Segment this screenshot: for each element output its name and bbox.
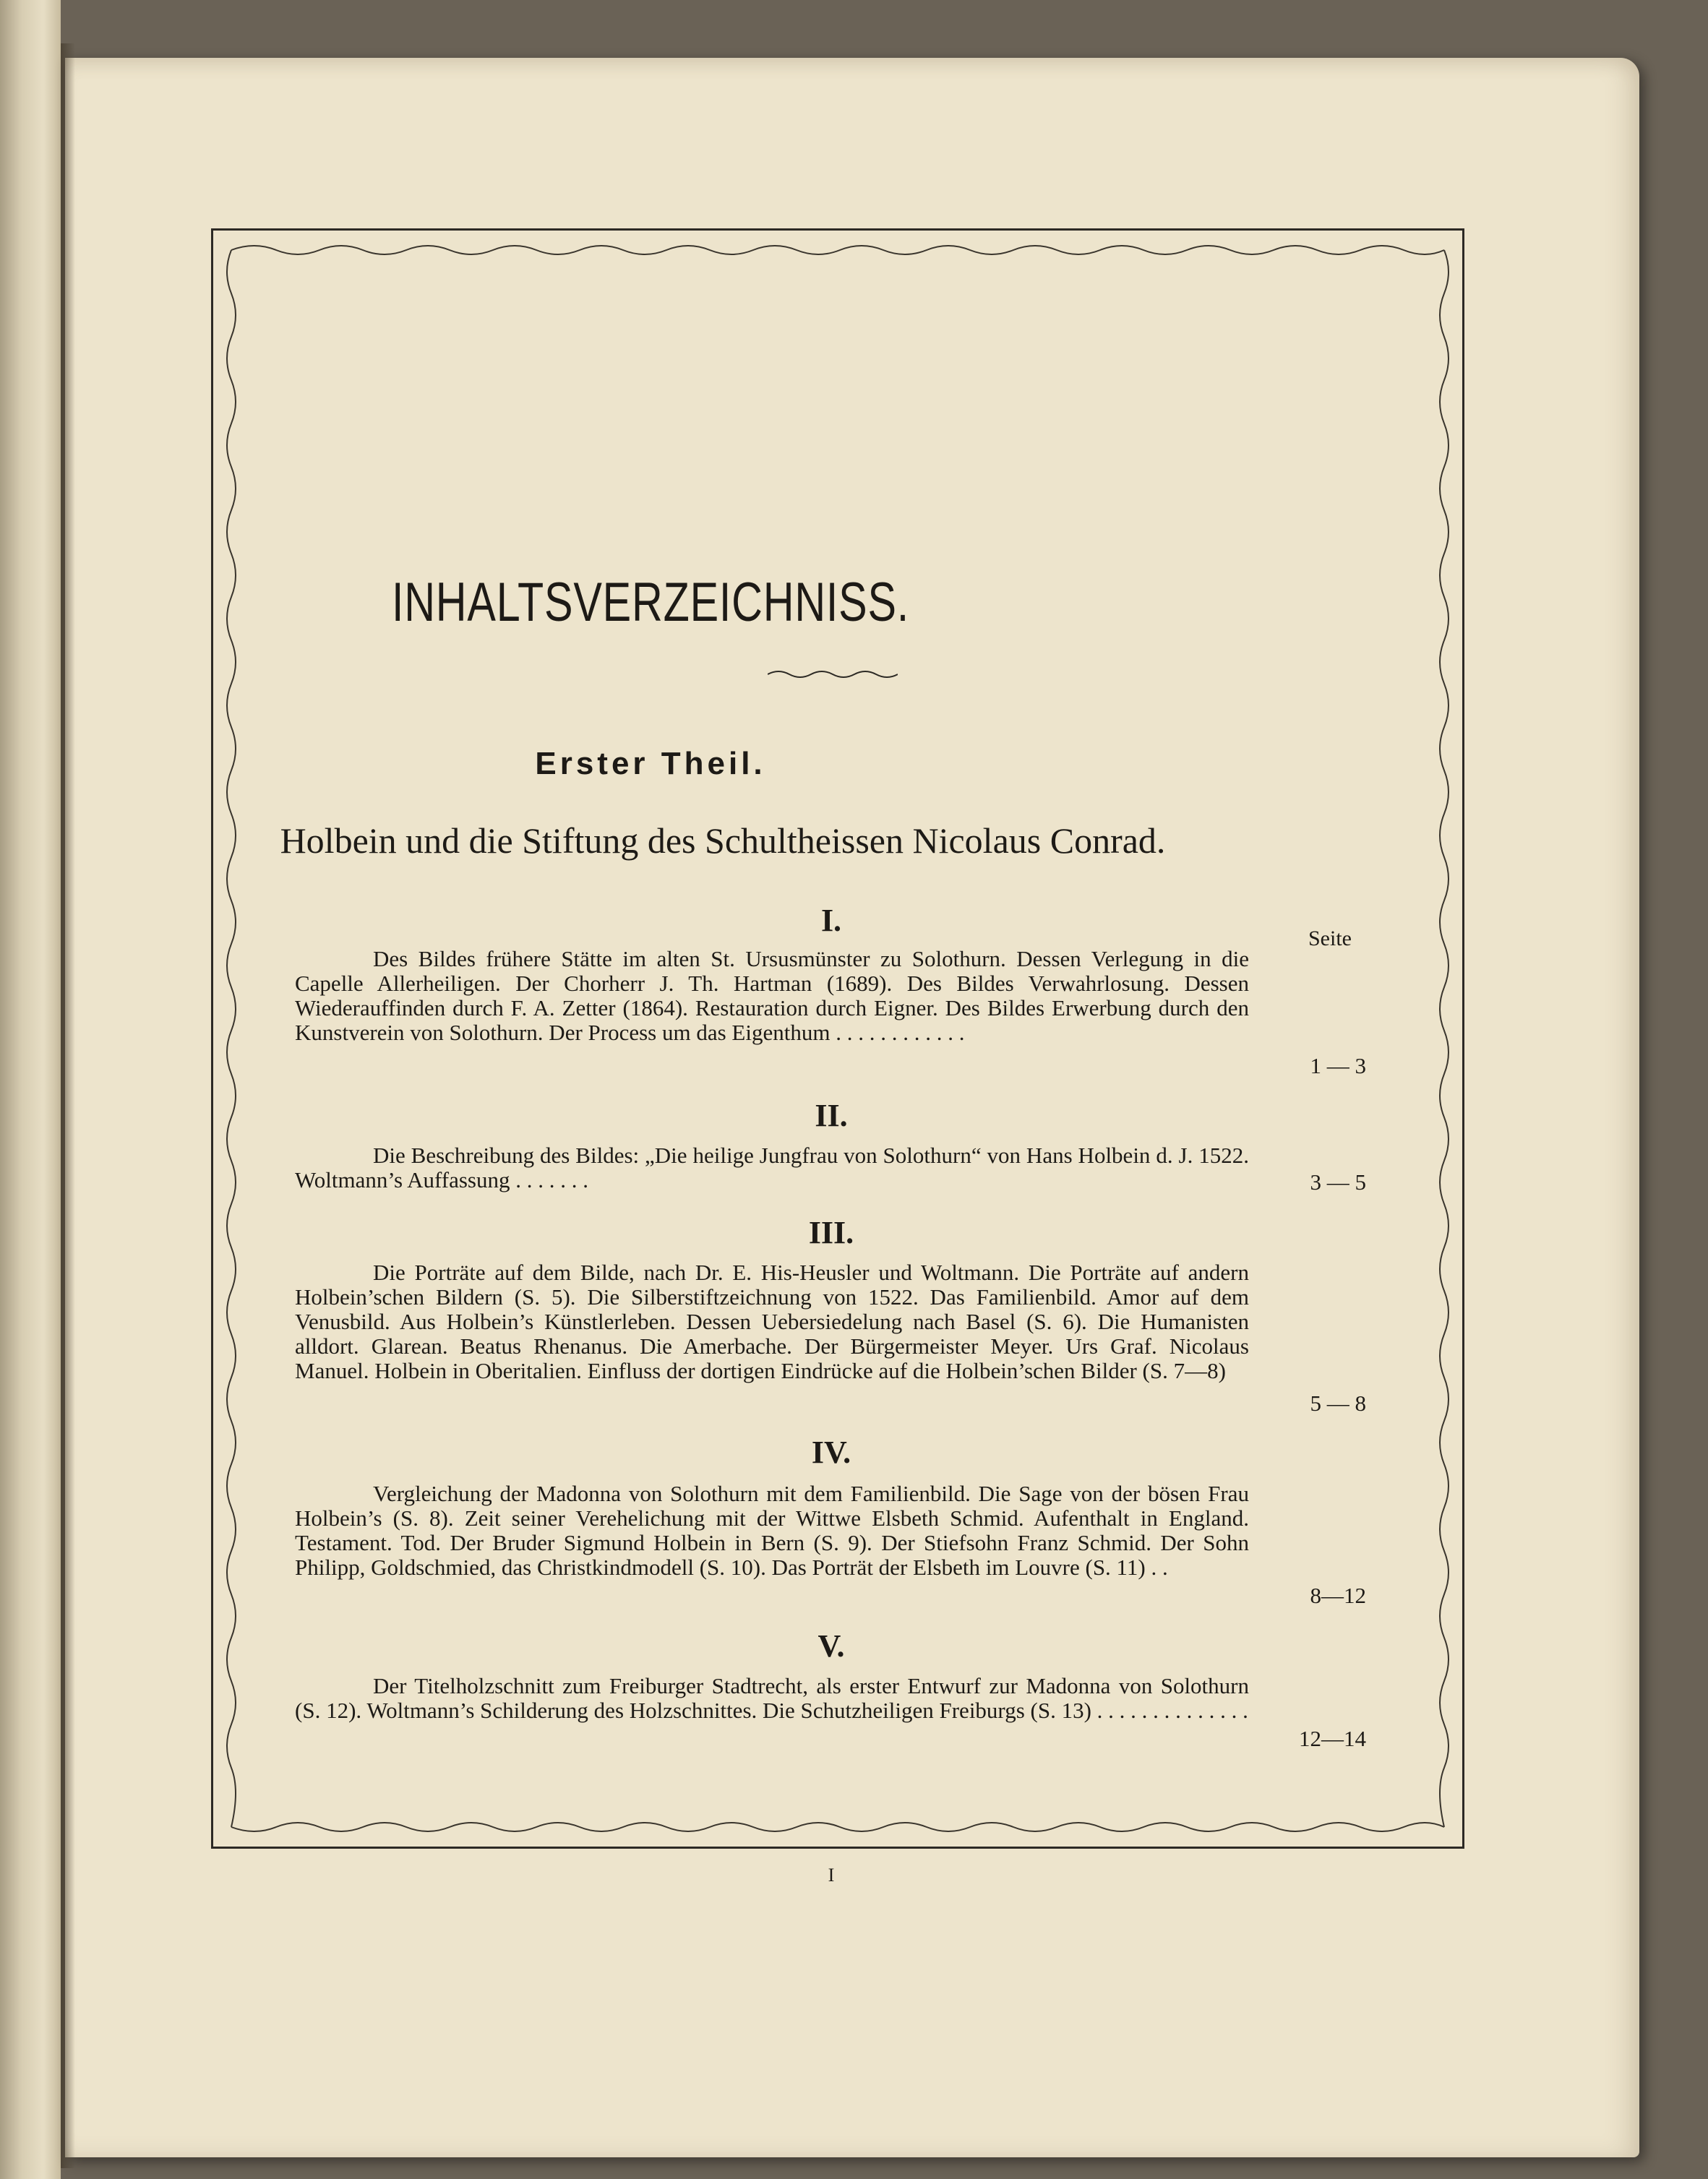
- ornamental-rule: [768, 667, 898, 682]
- page-title: INHALTSVERZEICHNISS.: [391, 572, 910, 633]
- section-numeral: IV.: [811, 1435, 851, 1470]
- toc-entry: [295, 947, 1249, 1045]
- toc-entry: [295, 1143, 1249, 1192]
- page-column-label: Seite: [1308, 927, 1352, 950]
- part-heading: Erster Theil.: [535, 746, 766, 781]
- toc-entry-text: Vergleichung der Madonna von Solothurn mit dem Familienbild. Die Sage von der bösen Frau Holbein’s (S. 8). Zeit seiner Verehelichung mit der Wittwe Elsbeth Schmid. Aufenthalt in England. Testament. Tod. Der Bruder Sigmund Holbein in Bern (S. 9). Der Stiefsohn Franz Schmid. Der Sohn Philipp, Goldschmied, das Christkindmodell (S. 10). Das Porträt der Elsbeth im Louvre (S. 11) . .: [295, 1481, 1249, 1580]
- toc-entry-pages: 12—14: [1299, 1726, 1366, 1751]
- toc-entry-text: Die Porträte auf dem Bilde, nach Dr. E. His-Heusler und Woltmann. Die Porträte auf andern Holbein’schen Bildern (S. 5). Die Silberstiftzeichnung von 1522. Das Familienbild. Amor auf dem Venusbild. Aus Holbein’s Künstlerleben. Dessen Uebersiedelung nach Basel (S. 6). Die Humanisten alldort. Glarean. Beatus Rhenanus. Die Amerbache. Der Bürgermeister Meyer. Urs Graf. Nicolaus Manuel. Holbein in Oberitalien. Einfluss der dortigen Eindrücke auf die Holbein’schen Bilder (S. 7—8): [295, 1260, 1249, 1383]
- part-subtitle: Holbein und die Stiftung des Schultheissen Nicolaus Conrad.: [280, 820, 1166, 861]
- toc-entry: [295, 1260, 1249, 1383]
- gutter-shadow: [61, 43, 75, 2168]
- toc-entry-text: Der Titelholzschnitt zum Freiburger Stadtrecht, als erster Entwurf zur Madonna von Solothurn (S. 12). Woltmann’s Schilderung des Holzschnittes. Die Schutzheiligen Freiburgs (S. 13) . . . . . . . . . . . . . .: [295, 1673, 1249, 1723]
- toc-entry-pages: 8—12: [1310, 1583, 1366, 1608]
- section-numeral: II.: [815, 1098, 848, 1133]
- section-numeral: III.: [808, 1215, 854, 1250]
- page-folio: I: [828, 1865, 835, 1886]
- section-numeral: V.: [817, 1628, 845, 1664]
- toc-entry: [295, 1482, 1249, 1580]
- toc-entry-pages: 1 — 3: [1310, 1053, 1366, 1078]
- toc-entry: [295, 1674, 1249, 1723]
- toc-entry-text: Die Beschreibung des Bildes: „Die heilige Jungfrau von Solothurn“ von Hans Holbein d. J. 1522. Woltmann’s Auffassung . . . . . . .: [295, 1143, 1249, 1192]
- section-numeral: I.: [820, 903, 842, 938]
- toc-entry-pages: 3 — 5: [1310, 1169, 1366, 1195]
- toc-entry-text: Des Bildes frühere Stätte im alten St. Ursusmünster zu Solothurn. Dessen Verlegung in die Capelle Allerheiligen. Der Chorherr J. Th. Hartman (1689). Des Bildes Verwahrlosung. Dessen Wiederauffinden durch F. A. Zetter (1864). Restauration durch Eigner. Des Bildes Erwerbung durch den Kunstverein von Solothurn. Der Process um das Eigenthum . . . . . . . . . . . .: [295, 946, 1249, 1045]
- facing-page-edge: [0, 0, 61, 2179]
- toc-entry-pages: 5 — 8: [1310, 1391, 1366, 1416]
